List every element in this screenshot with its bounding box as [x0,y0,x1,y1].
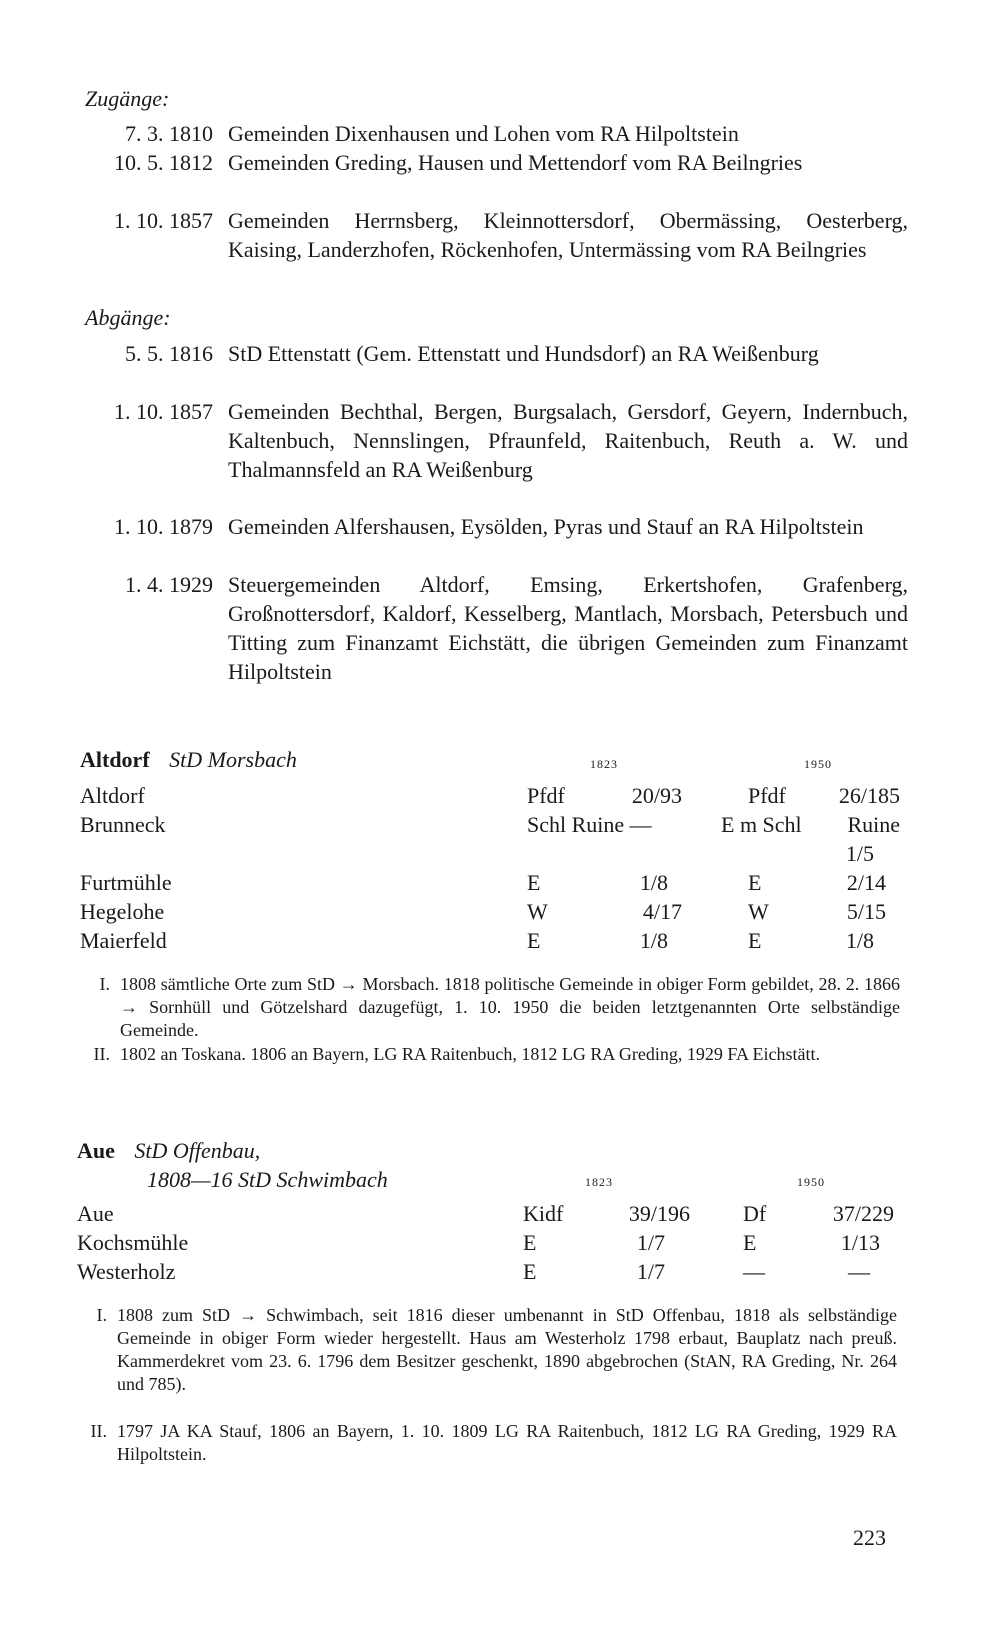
entry-date: 1. 10. 1879 [114,514,213,539]
footnote-number: II. [93,1044,110,1064]
type-1823: Pfdf [527,783,565,808]
section-title-altdorf [80,747,297,773]
value-1823: 39/196 [628,1201,690,1226]
place-name: Furtmühle [80,870,172,895]
abgaenge-heading: Abgänge: [85,305,171,330]
value-1823: 20/93 [631,783,682,808]
entry-date: 5. 5. 1816 [125,341,213,366]
value-1823: 1/7 [636,1230,665,1255]
type-1950: W [748,899,769,924]
entry-text: Gemeinden Bechthal, Bergen, Burgsalach, Gersdorf, Geyern, Indernbuch, Kaltenbuch, Nennslingen, Pfraunfeld, Raitenbuch, Reuth a. W. und Thalmannsfeld an RA Weißenburg [228,399,908,482]
value-1950: 2/14 [846,870,886,895]
section-std: StD Offenbau, [134,1138,261,1163]
place-name: Hegelohe [80,899,165,924]
entry-date: 1. 10. 1857 [114,208,213,233]
type-1823: E [527,928,541,953]
footnote-text: 1802 an Toskana. 1806 an Bayern, LG RA Raitenbuch, 1812 LG RA Greding, 1929 FA Eichstätt. [120,1044,820,1064]
entry-text: Gemeinden Greding, Hausen und Mettendorf vom RA Beilngries [228,150,803,175]
entry-date: 10. 5. 1812 [114,150,213,175]
section-subtitle-aue [147,1167,388,1193]
type-1950: E [743,1230,757,1255]
section-std-former: 1808—16 StD Schwimbach [147,1167,388,1192]
value-1950: 1/5 [845,841,874,866]
table-row [0,1228,1000,1257]
year-header: 1950 [797,1175,825,1189]
type-1950: E m Schl [721,812,802,837]
value-1823: 1/8 [639,928,668,953]
zugaenge-heading: Zugänge: [85,86,170,111]
table-row [0,1199,1000,1228]
entry-date: 1. 4. 1929 [125,572,213,597]
type-1823: E [523,1259,537,1284]
section-std: StD Morsbach [169,747,297,772]
value-1823: 1/7 [636,1259,665,1284]
place-name: Brunneck [80,812,166,837]
section-title-aue [77,1138,260,1164]
section-name: Aue [77,1138,115,1163]
type-1823: E [523,1230,537,1255]
value-1823: 1/8 [639,870,668,895]
footnote-number: II. [90,1421,107,1441]
value-1950: 1/8 [845,928,874,953]
footnote-text: 1797 JA KA Stauf, 1806 an Bayern, 1. 10. 1809 LG RA Raitenbuch, 1812 LG RA Greding, 1929 RA Hilpoltstein. [117,1421,897,1464]
footnote-text: 1808 zum StD → Schwimbach, seit 1816 dieser umbenannt in StD Offenbau, 1818 als selbständige Gemeinde in obiger Form wieder hergestellt. Haus am Westerholz 1798 erbaut, Bauplatz nach preuß. Kammerdekret vom 23. 6. 1796 dem Besitzer geschenkt, 1890 abgebrochen (StAN, RA Greding, Nr. 264 und 785). [117,1305,897,1394]
entry-date: 1. 10. 1857 [114,399,213,424]
year-header: 1950 [804,757,832,771]
table-row [0,868,1000,897]
place-name: Maierfeld [80,928,167,953]
type-1823: Kidf [523,1201,564,1226]
entry-text: Gemeinden Herrnsberg, Kleinnottersdorf, Obermässing, Oesterberg, Kaising, Landerzhofen, Röckenhofen, Untermässing vom RA Beilngries [228,208,908,262]
table-row [0,781,1000,810]
table-row [0,1257,1000,1286]
table-row [0,810,1000,839]
footnote-number: I. [99,974,110,994]
place-name: Aue [77,1201,114,1226]
table-row [0,897,1000,926]
type-1950: — [743,1259,765,1284]
year-header: 1823 [585,1175,613,1189]
type-1950: Df [743,1201,767,1226]
value-1950: 37/229 [832,1201,894,1226]
value-1950: 5/15 [846,899,886,924]
value-1950: 1/13 [840,1230,880,1255]
place-name: Kochsmühle [77,1230,189,1255]
value-1823: 4/17 [642,899,682,924]
footnote-text: 1808 sämtliche Orte zum StD → Morsbach. 1818 politische Gemeinde in obiger Form gebildet, 28. 2. 1866 → Sornhüll und Götzelshard dazugefügt, 1. 10. 1950 die beiden letztgenannten Orte selbständige Gemeinde. [120,974,900,1040]
type-1950: E [748,928,762,953]
entry-text: Steuergemeinden Altdorf, Emsing, Erkertshofen, Grafenberg, Großnottersdorf, Kaldorf, Kesselberg, Mantlach, Morsbach, Petersbuch und Titting zum Finanzamt Eichstätt, die übrigen Gemeinden zum Finanzamt Hilpoltstein [228,572,908,684]
table-row [0,839,1000,868]
footnote-number: I. [96,1305,107,1325]
type-1823: E [527,870,541,895]
section-name: Altdorf [80,747,150,772]
value-1950: Ruine [847,812,900,837]
page-number: 223 [853,1525,886,1550]
entry-text: Gemeinden Dixenhausen und Lohen vom RA Hilpoltstein [228,121,739,146]
type-1823: W [527,899,548,924]
place-name: Altdorf [80,783,145,808]
year-header: 1823 [590,757,618,771]
place-name: Westerholz [77,1259,176,1284]
type-1950: E [748,870,762,895]
table-row [0,926,1000,955]
entry-text: StD Ettenstatt (Gem. Ettenstatt und Hundsdorf) an RA Weißenburg [228,341,819,366]
value-1950: 26/185 [838,783,900,808]
entry-text: Gemeinden Alfershausen, Eysölden, Pyras und Stauf an RA Hilpoltstein [228,514,864,539]
entry-date: 7. 3. 1810 [125,121,213,146]
value-1950: — [848,1259,870,1284]
type-1950: Pfdf [748,783,786,808]
type-1823: Schl Ruine — [527,812,652,837]
